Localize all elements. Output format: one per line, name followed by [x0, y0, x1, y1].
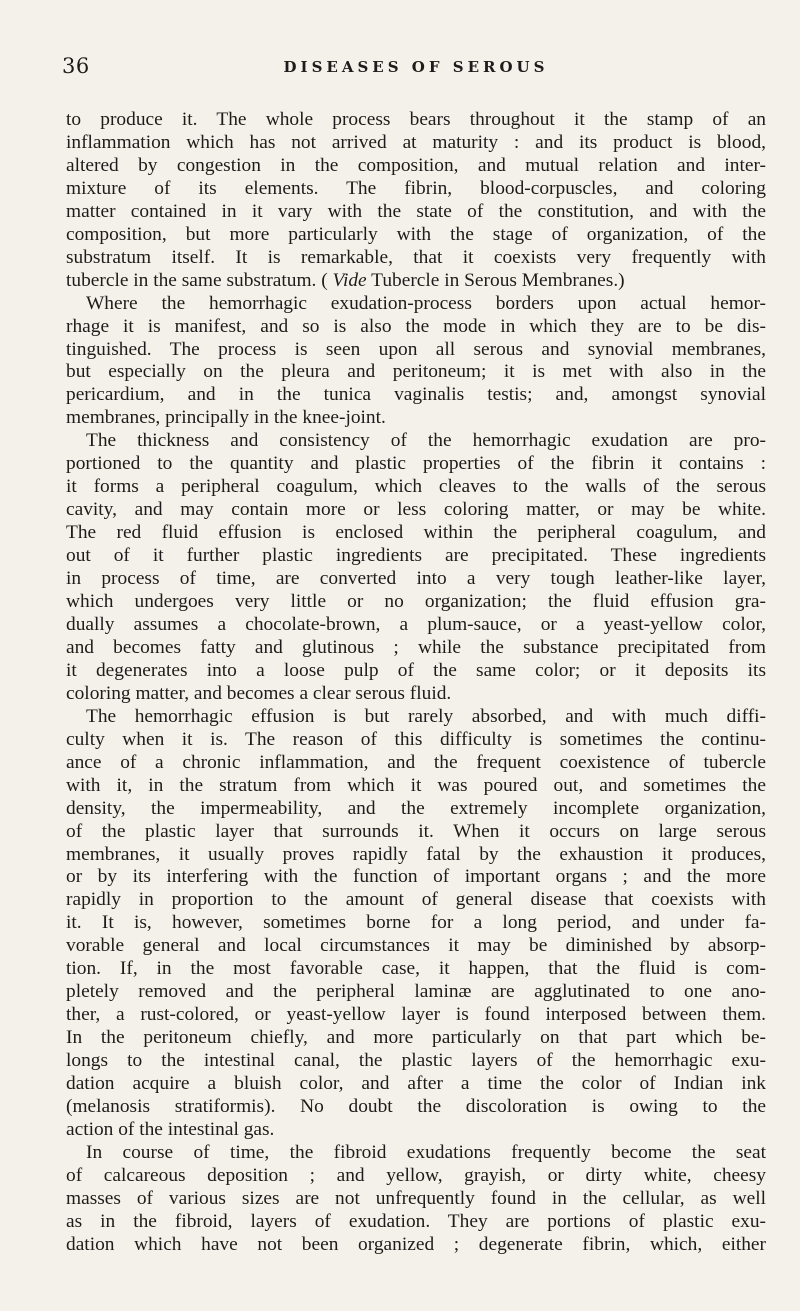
page-number: 36 — [62, 54, 90, 78]
text-line: it. It is, however, sometimes borne for a long period, and under fa- — [66, 912, 766, 934]
paragraph — [66, 706, 766, 1142]
paragraph — [66, 109, 766, 293]
paragraph — [66, 430, 766, 705]
text-line: with it, in the stratum from which it was poured out, and sometimes the — [66, 774, 766, 796]
running-head — [62, 48, 766, 84]
text-line: tion. If, in the most favorable case, it happen, that the fluid is com- — [66, 958, 766, 980]
text-line: membranes, principally in the knee-joint. — [66, 407, 386, 429]
text-line: pletely removed and the peripheral laminæ are agglutinated to one ano- — [66, 981, 766, 1003]
text-line: altered by congestion in the composition, and mutual relation and inter- — [66, 154, 766, 176]
book-page — [62, 48, 766, 1288]
text-line: or by its interfering with the function of important organs ; and the more — [66, 866, 766, 888]
text-line: but especially on the pleura and peritoneum; it is met with also in the — [66, 361, 766, 383]
text-line: The thickness and consistency of the hemorrhagic exudation are pro- — [86, 430, 766, 452]
text-line: of the plastic layer that surrounds it. When it occurs on large serous — [66, 820, 766, 842]
text-line: The hemorrhagic effusion is but rarely absorbed, and with much diffi- — [86, 705, 766, 727]
text-line: of calcareous deposition ; and yellow, grayish, or dirty white, cheesy — [66, 1164, 766, 1186]
text-line: The red fluid effusion is enclosed within the peripheral coagulum, and — [66, 522, 766, 544]
paragraph — [66, 1142, 766, 1257]
text-line: and becomes fatty and glutinous ; while the substance precipitated from — [66, 636, 766, 658]
paragraph — [66, 293, 766, 431]
text-line: to produce it. The whole process bears throughout it the stamp of an — [66, 109, 766, 130]
text-line: cavity, and may contain more or less coloring matter, or may be white. — [66, 499, 766, 521]
text-line: dually assumes a chocolate-brown, a plum-sauce, or a yeast-yellow color, — [66, 613, 766, 635]
text-line: ther, a rust-colored, or yeast-yellow layer is found interposed between them. — [66, 1004, 766, 1026]
text-line: action of the intestinal gas. — [66, 1118, 275, 1140]
text-line: culty when it is. The reason of this difficulty is sometimes the continu- — [66, 728, 766, 750]
text-line: In the peritoneum chiefly, and more particularly on that part which be- — [66, 1027, 766, 1049]
text-line: dation which have not been organized ; degenerate fibrin, which, either — [66, 1233, 766, 1255]
text-line: membranes, it usually proves rapidly fatal by the exhaustion it produces, — [66, 843, 766, 865]
text-line: pericardium, and in the tunica vaginalis testis; and, amongst synovial — [66, 384, 766, 406]
text-line: inflammation which has not arrived at maturity : and its product is blood, — [66, 131, 766, 153]
text-line: as in the fibroid, layers of exudation. They are portions of plastic exu- — [66, 1210, 766, 1232]
text-line: rapidly in proportion to the amount of general disease that coexists with — [66, 889, 766, 911]
text-line: dation acquire a bluish color, and after a time the color of Indian ink — [66, 1073, 766, 1095]
text-line: coloring matter, and becomes a clear serous fluid. — [66, 682, 452, 704]
text-line: mixture of its elements. The fibrin, blood-corpuscles, and coloring — [66, 177, 766, 199]
text-line: substratum itself. It is remarkable, that it coexists very frequently with — [66, 246, 766, 268]
text-line: Where the hemorrhagic exudation-process borders upon actual hemor- — [86, 292, 766, 314]
text-line: composition, but more particularly with the stage of organization, of the — [66, 223, 766, 245]
text-line: it degenerates into a loose pulp of the same color; or it deposits its — [66, 659, 766, 681]
text-line: in process of time, are converted into a very tough leather-like layer, — [66, 568, 766, 590]
text-line: tinguished. The process is seen upon all serous and synovial membranes, — [66, 338, 766, 360]
text-line: masses of various sizes are not unfrequently found in the cellular, as well — [66, 1187, 766, 1209]
text-line: In course of time, the fibroid exudations frequently become the seat — [86, 1141, 766, 1163]
text-line: longs to the intestinal canal, the plastic layers of the hemorrhagic exu- — [66, 1050, 766, 1072]
running-title: DISEASES OF SEROUS — [283, 58, 549, 76]
text-line: (melanosis stratiformis). No doubt the discoloration is owing to the — [66, 1095, 766, 1117]
text-line: which undergoes very little or no organization; the fluid effusion gra- — [66, 591, 766, 613]
text-line: matter contained in it vary with the state of the constitution, and with the — [66, 200, 766, 222]
text-line: tubercle in the same substratum. ( Vide Tubercle in Serous Membranes.) — [66, 269, 625, 291]
text-line: portioned to the quantity and plastic properties of the fibrin it contains : — [66, 453, 766, 475]
text-line: vorable general and local circumstances it may be diminished by absorp- — [66, 935, 766, 957]
text-line: rhage it is manifest, and so is also the mode in which they are to be dis- — [66, 315, 766, 337]
text-line: out of it further plastic ingredients are precipitated. These ingredients — [66, 545, 766, 567]
body-text — [66, 109, 766, 1257]
text-line: ance of a chronic inflammation, and the frequent coexistence of tubercle — [66, 751, 766, 773]
text-line: density, the impermeability, and the extremely incomplete organization, — [66, 797, 766, 819]
text-line: it forms a peripheral coagulum, which cleaves to the walls of the serous — [66, 476, 766, 498]
